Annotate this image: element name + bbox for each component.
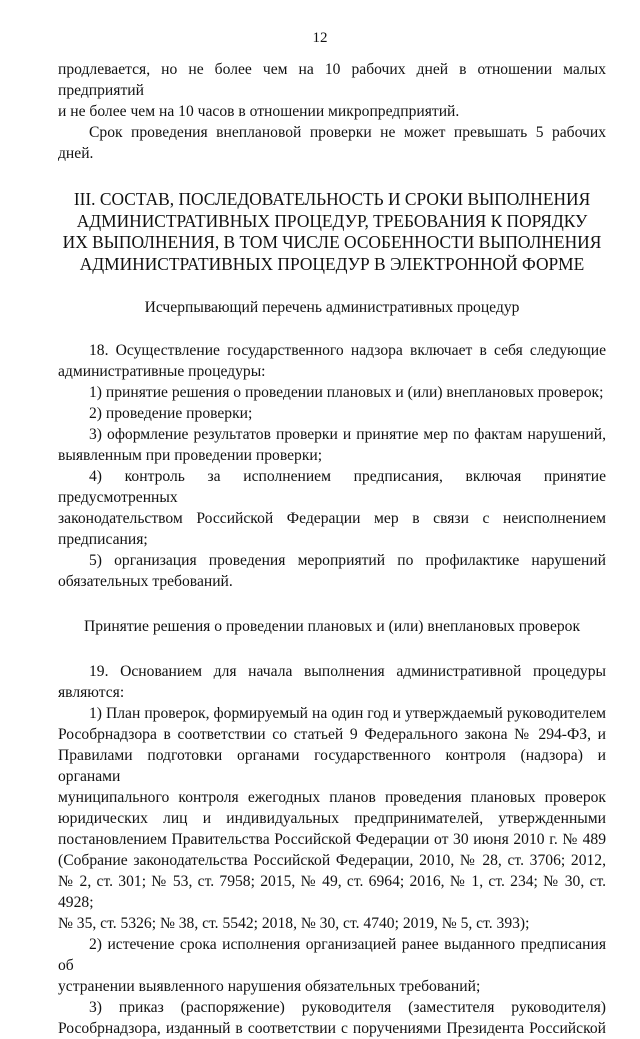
text-line: № 35, ст. 5326; № 38, ст. 5542; 2018, № 30, ст. 4740; 2019, № 5, ст. 393); [58, 915, 530, 932]
heading-line: АДМИНИСТРАТИВНЫХ ПРОЦЕДУР, ТРЕБОВАНИЯ К ПОРЯДКУ [76, 210, 588, 231]
text-line: постановлением Правительства Российской Федерации от 30 июня 2010 г. № 489 [58, 831, 606, 848]
heading-line: III. СОСТАВ, ПОСЛЕДОВАТЕЛЬНОСТЬ И СРОКИ ВЫПОЛНЕНИЯ [73, 189, 591, 209]
text-line: выявленным при проведении проверки; [58, 447, 323, 464]
list-item [58, 466, 606, 508]
paragraph-19-intro [58, 661, 606, 682]
text-line: предписания; [58, 531, 148, 548]
text-line: 3) оформление результатов проверки и принятие мер по фактам нарушений, [89, 426, 606, 443]
page-number: 12 [312, 30, 328, 46]
heading-line: АДМИНИСТРАТИВНЫХ ПРОЦЕДУР В ЭЛЕКТРОННОЙ ФОРМЕ [79, 253, 585, 274]
text-line: и не более чем на 10 часов в отношении микропредприятий. [58, 103, 460, 120]
list-item [58, 424, 606, 445]
paragraph-18 [58, 340, 606, 592]
list-item-continuation [58, 724, 606, 934]
intro-paragraph-2: Срок проведения внеплановой проверки не может превышать 5 рабочих дней. [58, 124, 606, 162]
text-line: обязательных требований. [58, 573, 233, 590]
subheading-procedures-list: Исчерпывающий перечень административных процедур [144, 299, 520, 316]
document-body [58, 59, 606, 1039]
subheading-decision: Принятие решения о проведении плановых и (или) внеплановых проверок [83, 618, 581, 635]
list-item [58, 550, 606, 571]
text-line: 2) истечение срока исполнения организацией ранее выданного предписания об [58, 936, 606, 974]
text-line: 1) План проверок, формируемый на один год и утверждаемый руководителем [89, 705, 606, 722]
intro-paragraph [58, 59, 606, 122]
heading-line: ИХ ВЫПОЛНЕНИЯ, В ТОМ ЧИСЛЕ ОСОБЕННОСТИ ВЫПОЛНЕНИЯ [62, 232, 602, 252]
text-line: Рособрнадзора в соответствии со статьей 9 Федерального закона № 294-ФЗ, и [58, 726, 606, 743]
text-line [58, 508, 606, 529]
text-line: Рособрнадзора, изданный в соответствии с поручениями Президента Российской [58, 1020, 606, 1037]
text-line: 5) организация проведения мероприятий по профилактике нарушений [89, 552, 606, 569]
text-line: муниципального контроля ежегодных планов проведения плановых проверок [58, 789, 606, 806]
text-line: являются: [58, 684, 125, 701]
section-heading [58, 189, 606, 275]
text-line: (Собрание законодательства Российской Федерации, 2010, № 28, ст. 3706; 2012, [58, 852, 606, 869]
text-line: 19. Основанием для начала выполнения административной процедуры [89, 663, 606, 680]
text-line: юридических лиц и индивидуальных предпринимателей, утвержденными [58, 810, 606, 827]
list-item [58, 703, 606, 724]
text-line: продлевается, но не более чем на 10 рабочих дней в отношении малых предприятий [58, 61, 606, 99]
list-item: 1) принятие решения о проведении плановых и (или) внеплановых проверок; [89, 384, 604, 401]
text-line: 18. Осуществление государственного надзора включает в себя следующие [89, 342, 606, 359]
text-line: № 2, ст. 301; № 53, ст. 7958; 2015, № 49, ст. 6964; 2016, № 1, ст. 234; № 30, ст. 4928; [58, 873, 606, 911]
text-line: 4) контроль за исполнением предписания, включая принятие предусмотренных [58, 468, 606, 506]
paragraph-19 [58, 661, 606, 1039]
text-line: Правилами подготовки органами государственного контроля (надзора) и органами [58, 747, 606, 785]
list-item [58, 997, 606, 1018]
paragraph-18-intro [58, 340, 606, 361]
text-line: административные процедуры: [58, 363, 266, 380]
text-line: 3) приказ (распоряжение) руководителя (заместителя руководителя) [89, 999, 606, 1016]
text-line [58, 1018, 606, 1039]
text-line: устранении выявленного нарушения обязательных требований; [58, 978, 481, 995]
text-line: законодательством Российской Федерации мер в связи с неисполнением [58, 510, 606, 527]
list-item [58, 934, 606, 976]
list-item: 2) проведение проверки; [89, 405, 253, 422]
